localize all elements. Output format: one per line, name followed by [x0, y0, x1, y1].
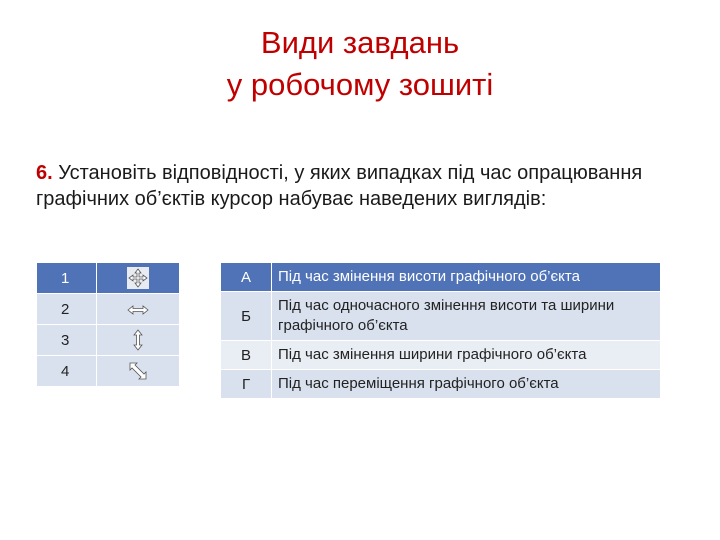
title-line-1: Види завдань	[260, 25, 460, 60]
task-number: 6.	[36, 162, 53, 184]
option-letter: В	[221, 341, 272, 370]
move-cursor-icon	[127, 267, 149, 289]
horizontal-resize-cursor-icon	[126, 304, 150, 316]
cursor-number: 1	[37, 263, 97, 294]
cursor-row	[37, 263, 180, 294]
cursor-number: 2	[37, 294, 97, 325]
option-row	[221, 341, 661, 370]
option-row	[221, 263, 661, 292]
task-text	[36, 160, 686, 212]
option-letter: А	[221, 263, 272, 292]
cursor-number: 3	[37, 325, 97, 356]
option-letter: Г	[221, 370, 272, 399]
option-row	[221, 370, 661, 399]
cursor-row	[37, 294, 180, 325]
cursor-number: 4	[37, 356, 97, 387]
option-text: Під час переміщення графічного об’єкта	[272, 370, 661, 399]
option-row	[221, 292, 661, 341]
task-instruction: Установіть відповідності, у яких випадках під час опрацювання графічних об’єктів курсор набуває наведених виглядів:	[36, 162, 643, 210]
options-table	[220, 262, 661, 399]
option-text: Під час одночасного змінення висоти та ширини графічного об’єкта	[272, 292, 661, 341]
title-line-2: у робочому зошиті	[226, 67, 494, 102]
cursor-table	[36, 262, 180, 387]
option-text: Під час змінення висоти графічного об’єкта	[272, 263, 661, 292]
cursor-row	[37, 356, 180, 387]
option-text: Під час змінення ширини графічного об’єкта	[272, 341, 661, 370]
slide-title	[0, 22, 720, 106]
diagonal-resize-cursor-icon	[128, 361, 148, 381]
option-letter: Б	[221, 292, 272, 341]
cursor-row	[37, 325, 180, 356]
vertical-resize-cursor-icon	[132, 329, 144, 351]
